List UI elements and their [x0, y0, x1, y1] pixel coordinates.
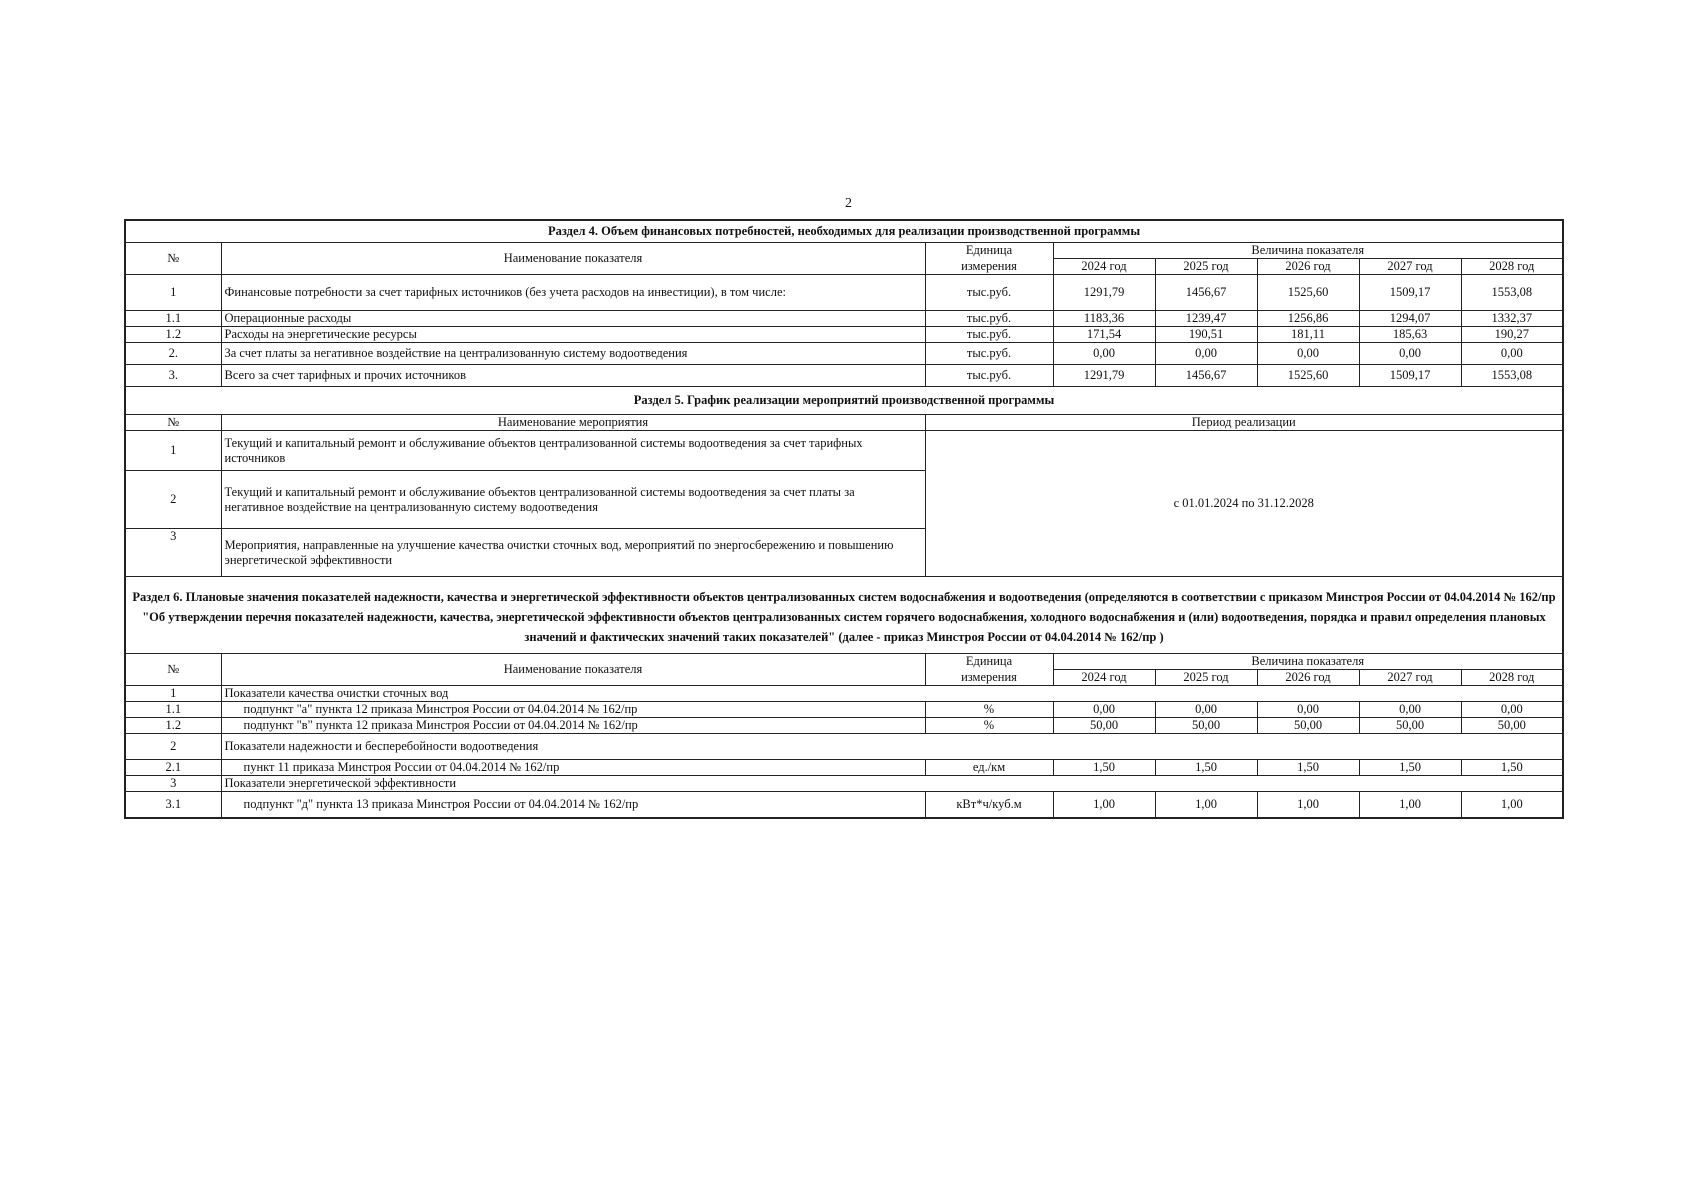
row-name: подпункт "в" пункта 12 приказа Минстроя России от 04.04.2014 № 162/пр	[221, 718, 925, 734]
section6	[125, 577, 1563, 818]
row-value: 0,00	[1359, 702, 1461, 718]
section5	[125, 387, 1563, 577]
s5-col-period: Период реализации	[925, 415, 1563, 431]
row-unit: тыс.руб.	[925, 365, 1053, 387]
table-row	[125, 327, 1563, 343]
row-value: 1456,67	[1155, 365, 1257, 387]
row-unit: тыс.руб.	[925, 343, 1053, 365]
row-value: 1,50	[1359, 760, 1461, 776]
row-value: 1239,47	[1155, 311, 1257, 327]
row-value: 1,50	[1155, 760, 1257, 776]
s6-col-unit-2: измерения	[925, 670, 1053, 686]
row-value: 1509,17	[1359, 275, 1461, 311]
s4-year: 2024 год	[1053, 259, 1155, 275]
s6-col-name: Наименование показателя	[221, 654, 925, 686]
row-value: 1183,36	[1053, 311, 1155, 327]
row-num: 3.	[125, 365, 221, 387]
row-name: За счет платы за негативное воздействие на централизованную систему водоотведения	[221, 343, 925, 365]
section4-title: Раздел 4. Объем финансовых потребностей, необходимых для реализации производственной программы	[125, 220, 1563, 243]
row-value: 50,00	[1053, 718, 1155, 734]
s5-period: с 01.01.2024 по 31.12.2028	[925, 431, 1563, 577]
s6-year: 2024 год	[1053, 670, 1155, 686]
row-name: пункт 11 приказа Минстроя России от 04.04.2014 № 162/пр	[221, 760, 925, 776]
row-unit: тыс.руб.	[925, 327, 1053, 343]
row-value: 50,00	[1359, 718, 1461, 734]
s4-year: 2025 год	[1155, 259, 1257, 275]
row-value: 0,00	[1461, 343, 1563, 365]
row-value: 1,00	[1359, 792, 1461, 818]
table-row	[125, 275, 1563, 311]
section5-title: Раздел 5. График реализации мероприятий производственной программы	[125, 387, 1563, 415]
row-name: Текущий и капитальный ремонт и обслуживание объектов централизованной системы водоотведения за счет тарифных источников	[221, 431, 925, 471]
page-number: 2	[845, 196, 852, 211]
row-value: 0,00	[1257, 343, 1359, 365]
row-value: 1,50	[1461, 760, 1563, 776]
row-num: 1.2	[125, 327, 221, 343]
s6-year: 2028 год	[1461, 670, 1563, 686]
row-unit: тыс.руб.	[925, 311, 1053, 327]
row-value: 1553,08	[1461, 365, 1563, 387]
row-value: 1,50	[1053, 760, 1155, 776]
row-name: Расходы на энергетические ресурсы	[221, 327, 925, 343]
row-value: 0,00	[1155, 702, 1257, 718]
s4-col-unit-1: Единица	[925, 243, 1053, 259]
row-num: 1	[125, 686, 221, 702]
row-num: 3.1	[125, 792, 221, 818]
table-row	[125, 365, 1563, 387]
row-num: 3	[125, 529, 221, 577]
group-name: Показатели надежности и бесперебойности водоотведения	[221, 734, 1563, 760]
s4-col-unit-2: измерения	[925, 259, 1053, 275]
row-value: 171,54	[1053, 327, 1155, 343]
s6-col-unit-1: Единица	[925, 654, 1053, 670]
row-name: Мероприятия, направленные на улучшение качества очистки сточных вод, мероприятий по энергосбережению и повышению энергетической эффективности	[221, 529, 925, 577]
row-value: 1553,08	[1461, 275, 1563, 311]
row-num: 1.1	[125, 702, 221, 718]
table-row	[125, 760, 1563, 776]
table-row	[125, 702, 1563, 718]
row-value: 0,00	[1257, 702, 1359, 718]
row-num: 1.2	[125, 718, 221, 734]
row-value: 1525,60	[1257, 275, 1359, 311]
row-unit: %	[925, 702, 1053, 718]
s6-year: 2027 год	[1359, 670, 1461, 686]
row-num: 2	[125, 471, 221, 529]
row-num: 1	[125, 431, 221, 471]
table-row	[125, 734, 1563, 760]
row-value: 185,63	[1359, 327, 1461, 343]
s6-year: 2026 год	[1257, 670, 1359, 686]
row-value: 0,00	[1461, 702, 1563, 718]
table-row	[125, 686, 1563, 702]
row-num: 2.	[125, 343, 221, 365]
row-unit: %	[925, 718, 1053, 734]
row-value: 0,00	[1053, 343, 1155, 365]
main-table	[124, 219, 1564, 819]
row-num: 1.1	[125, 311, 221, 327]
row-value: 1294,07	[1359, 311, 1461, 327]
row-num: 3	[125, 776, 221, 792]
s6-col-num: №	[125, 654, 221, 686]
row-value: 1,00	[1257, 792, 1359, 818]
s5-col-num: №	[125, 415, 221, 431]
row-name: подпункт "а" пункта 12 приказа Минстроя России от 04.04.2014 № 162/пр	[221, 702, 925, 718]
row-unit: ед./км	[925, 760, 1053, 776]
row-unit: тыс.руб.	[925, 275, 1053, 311]
table-row	[125, 718, 1563, 734]
row-value: 0,00	[1053, 702, 1155, 718]
section6-title: Раздел 6. Плановые значения показателей надежности, качества и энергетической эффективности объектов централизованных систем водоснабжения и водоотведения (определяются в соответствии с приказом Минстроя России от 04.04.2014 № 162/пр "Об утверждении перечня показателей надежности, качества, энергетической эффективности объектов централизованных систем горячего водоснабжения, холодного водоснабжения и (или) водоотведения, порядка и правил определения плановых значений и фактических значений таких показателей" (далее - приказ Минстроя России от 04.04.2014 № 162/пр )	[132, 590, 1556, 644]
row-name: Текущий и капитальный ремонт и обслуживание объектов централизованной системы водоотведения за счет платы за негативное воздействие на централизованную систему водоотведения	[221, 471, 925, 529]
row-value: 50,00	[1257, 718, 1359, 734]
row-num: 2	[125, 734, 221, 760]
row-value: 1256,86	[1257, 311, 1359, 327]
row-value: 1,50	[1257, 760, 1359, 776]
row-value: 1509,17	[1359, 365, 1461, 387]
group-name: Показатели энергетической эффективности	[221, 776, 1563, 792]
row-name: Операционные расходы	[221, 311, 925, 327]
s4-col-value: Величина показателя	[1053, 243, 1563, 259]
row-value: 1291,79	[1053, 275, 1155, 311]
row-value: 50,00	[1461, 718, 1563, 734]
document-body	[124, 219, 1562, 819]
row-unit: кВт*ч/куб.м	[925, 792, 1053, 818]
s6-year: 2025 год	[1155, 670, 1257, 686]
row-num: 2.1	[125, 760, 221, 776]
row-value: 190,27	[1461, 327, 1563, 343]
row-value: 0,00	[1359, 343, 1461, 365]
table-row	[125, 431, 1563, 471]
row-value: 1525,60	[1257, 365, 1359, 387]
s6-col-value: Величина показателя	[1053, 654, 1563, 670]
row-value: 1,00	[1053, 792, 1155, 818]
table-row	[125, 343, 1563, 365]
s4-col-num: №	[125, 243, 221, 275]
s4-year: 2028 год	[1461, 259, 1563, 275]
row-name: Финансовые потребности за счет тарифных источников (без учета расходов на инвестиции), в том числе:	[221, 275, 925, 311]
s4-year: 2027 год	[1359, 259, 1461, 275]
table-row	[125, 311, 1563, 327]
s4-col-name: Наименование показателя	[221, 243, 925, 275]
row-num: 1	[125, 275, 221, 311]
section4	[125, 220, 1563, 387]
row-value: 50,00	[1155, 718, 1257, 734]
row-value: 1,00	[1461, 792, 1563, 818]
row-name: Всего за счет тарифных и прочих источников	[221, 365, 925, 387]
group-name: Показатели качества очистки сточных вод	[221, 686, 1563, 702]
table-row	[125, 792, 1563, 818]
row-value: 1332,37	[1461, 311, 1563, 327]
row-value: 1456,67	[1155, 275, 1257, 311]
row-value: 0,00	[1155, 343, 1257, 365]
s4-year: 2026 год	[1257, 259, 1359, 275]
row-value: 1291,79	[1053, 365, 1155, 387]
table-row	[125, 776, 1563, 792]
row-value: 190,51	[1155, 327, 1257, 343]
row-value: 181,11	[1257, 327, 1359, 343]
row-name: подпункт "д" пункта 13 приказа Минстроя России от 04.04.2014 № 162/пр	[221, 792, 925, 818]
s5-col-name: Наименование мероприятия	[221, 415, 925, 431]
row-value: 1,00	[1155, 792, 1257, 818]
